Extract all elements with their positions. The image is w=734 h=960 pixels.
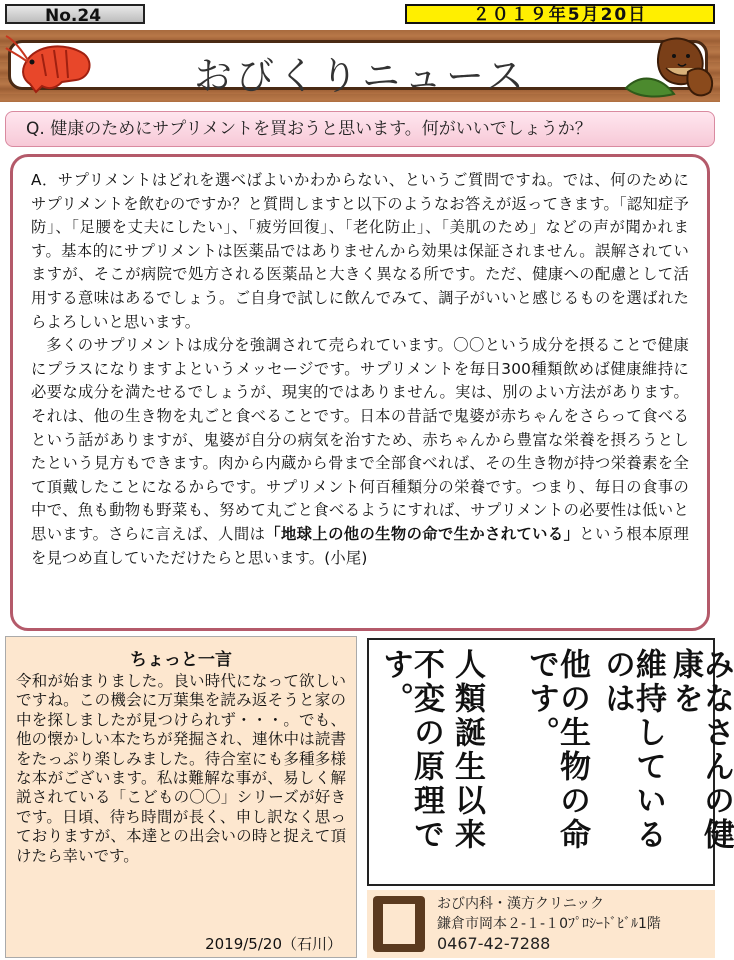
newsletter-title: おびくりニュース xyxy=(193,54,529,98)
title-banner xyxy=(0,30,720,102)
issue-date: ２０１９年5月20日 xyxy=(405,4,715,24)
memo-body: 令和が始まりました。良い時代になって欲しいですね。この機会に万葉集を読み返そうと家の中を探しましたが見つけられず・・・。でも、他の懐かしい本たちが発掘され、連休中は読書をたっぷり楽しみました。待合室にも多種多様な本がございます。私は難解な事が、易しく解説されている「こどもの〇〇」シリーズが好きです。日頃、待ち時間が長く、申し訳なく思っておりますが、本達との出会いの時と捉えて頂けたら幸いです。 xyxy=(16,672,346,865)
clinic-address: 鎌倉市岡本２-１-１0ﾌﾟﾛｼｰﾄﾞﾋﾞﾙ1階 xyxy=(437,916,661,932)
question-banner: Q. 健康のためにサプリメントを買おうと思います。何がいいでしょうか？ xyxy=(5,111,715,147)
vertical-line-2: 維持しているのは xyxy=(599,648,666,852)
memo-title: ちょっと一言 xyxy=(130,650,232,670)
clinic-phone: 0467-42-7288 xyxy=(437,934,551,953)
answer-p2-tail: という根本原理を見つめ直していただけたらと思います。(小尾) xyxy=(31,524,689,567)
answer-box xyxy=(10,154,710,631)
issue-number: No.24 xyxy=(5,4,145,24)
vertical-line-5: 不変の原理です。 xyxy=(377,648,444,852)
clinic-name: おび内科・漢方クリニック xyxy=(437,896,605,912)
vertical-line-4: 人類誕生以来 xyxy=(449,648,485,852)
chestnut-icon xyxy=(622,32,718,102)
answer-p2-text: 多くのサプリメントは成分を強調されて売られています。〇〇という成分を摂ることで健康にプラスになりますよというメッセージです。サプリメントを毎日300種類飲めば健康維持に必要な成分を満たせるでしょうが、現実的ではありません。実は、別のよい方法があります。それは、他の生き物を丸ごと食べることです。日本の昔話で鬼婆が赤ちゃんをさらって食べるという話がありますが、鬼婆が自分の病気を治すため、赤ちゃんから豊富な栄養を摂ろうとしたという見方もできます。肉から内蔵から骨まで全部食べれば、その生き物が持つ栄養素を全て頂戴したことになるからです。サプリメント何百種類分の栄養です。つまり、毎日の食事の中で、魚も動物も野菜も、努めて丸ごと食べるようにすれば、サプリメントの必要性は低いと思います。さらに言えば、人間は xyxy=(31,336,689,543)
answer-paragraph-2 xyxy=(31,334,689,570)
shrimp-icon xyxy=(6,32,106,100)
clinic-footer xyxy=(367,890,715,958)
vertical-message-box xyxy=(367,638,734,886)
answer-paragraph-1: A．サプリメントはどれを選べばよいかわからない、というご質問ですね。では、何のためにサプリメントを飲むのですか？と質問しますと以下のようなお答えが返ってきます。「認知症予防」、「足腰を丈夫にしたい」、「疲労回復」、「老化防止」、「美肌のため」などの声が聞かれます。基本的にサプリメントは医薬品ではありませんから効果は保証されません。誤解されていますが、そこが病院で処方される医薬品と大きく異なる所です。ただ、健康への配慮として活用する意味はあるでしょう。ご自身で試しに飲んでみて、調子がいいと感じるものを選ばれたらよろしいと思います。 xyxy=(31,171,689,331)
vertical-line-1: みなさんの健康を xyxy=(667,648,734,852)
memo-signature: 2019/5/20（石川） xyxy=(205,935,342,953)
memo-column xyxy=(5,636,357,958)
vertical-line-3: 他の生物の命です。 xyxy=(523,648,590,852)
title-plate xyxy=(8,40,708,98)
answer-emphasis: 「地球上の他の生物の命で生かされている」 xyxy=(265,524,580,543)
clinic-logo xyxy=(373,896,425,952)
clinic-info xyxy=(437,894,661,954)
